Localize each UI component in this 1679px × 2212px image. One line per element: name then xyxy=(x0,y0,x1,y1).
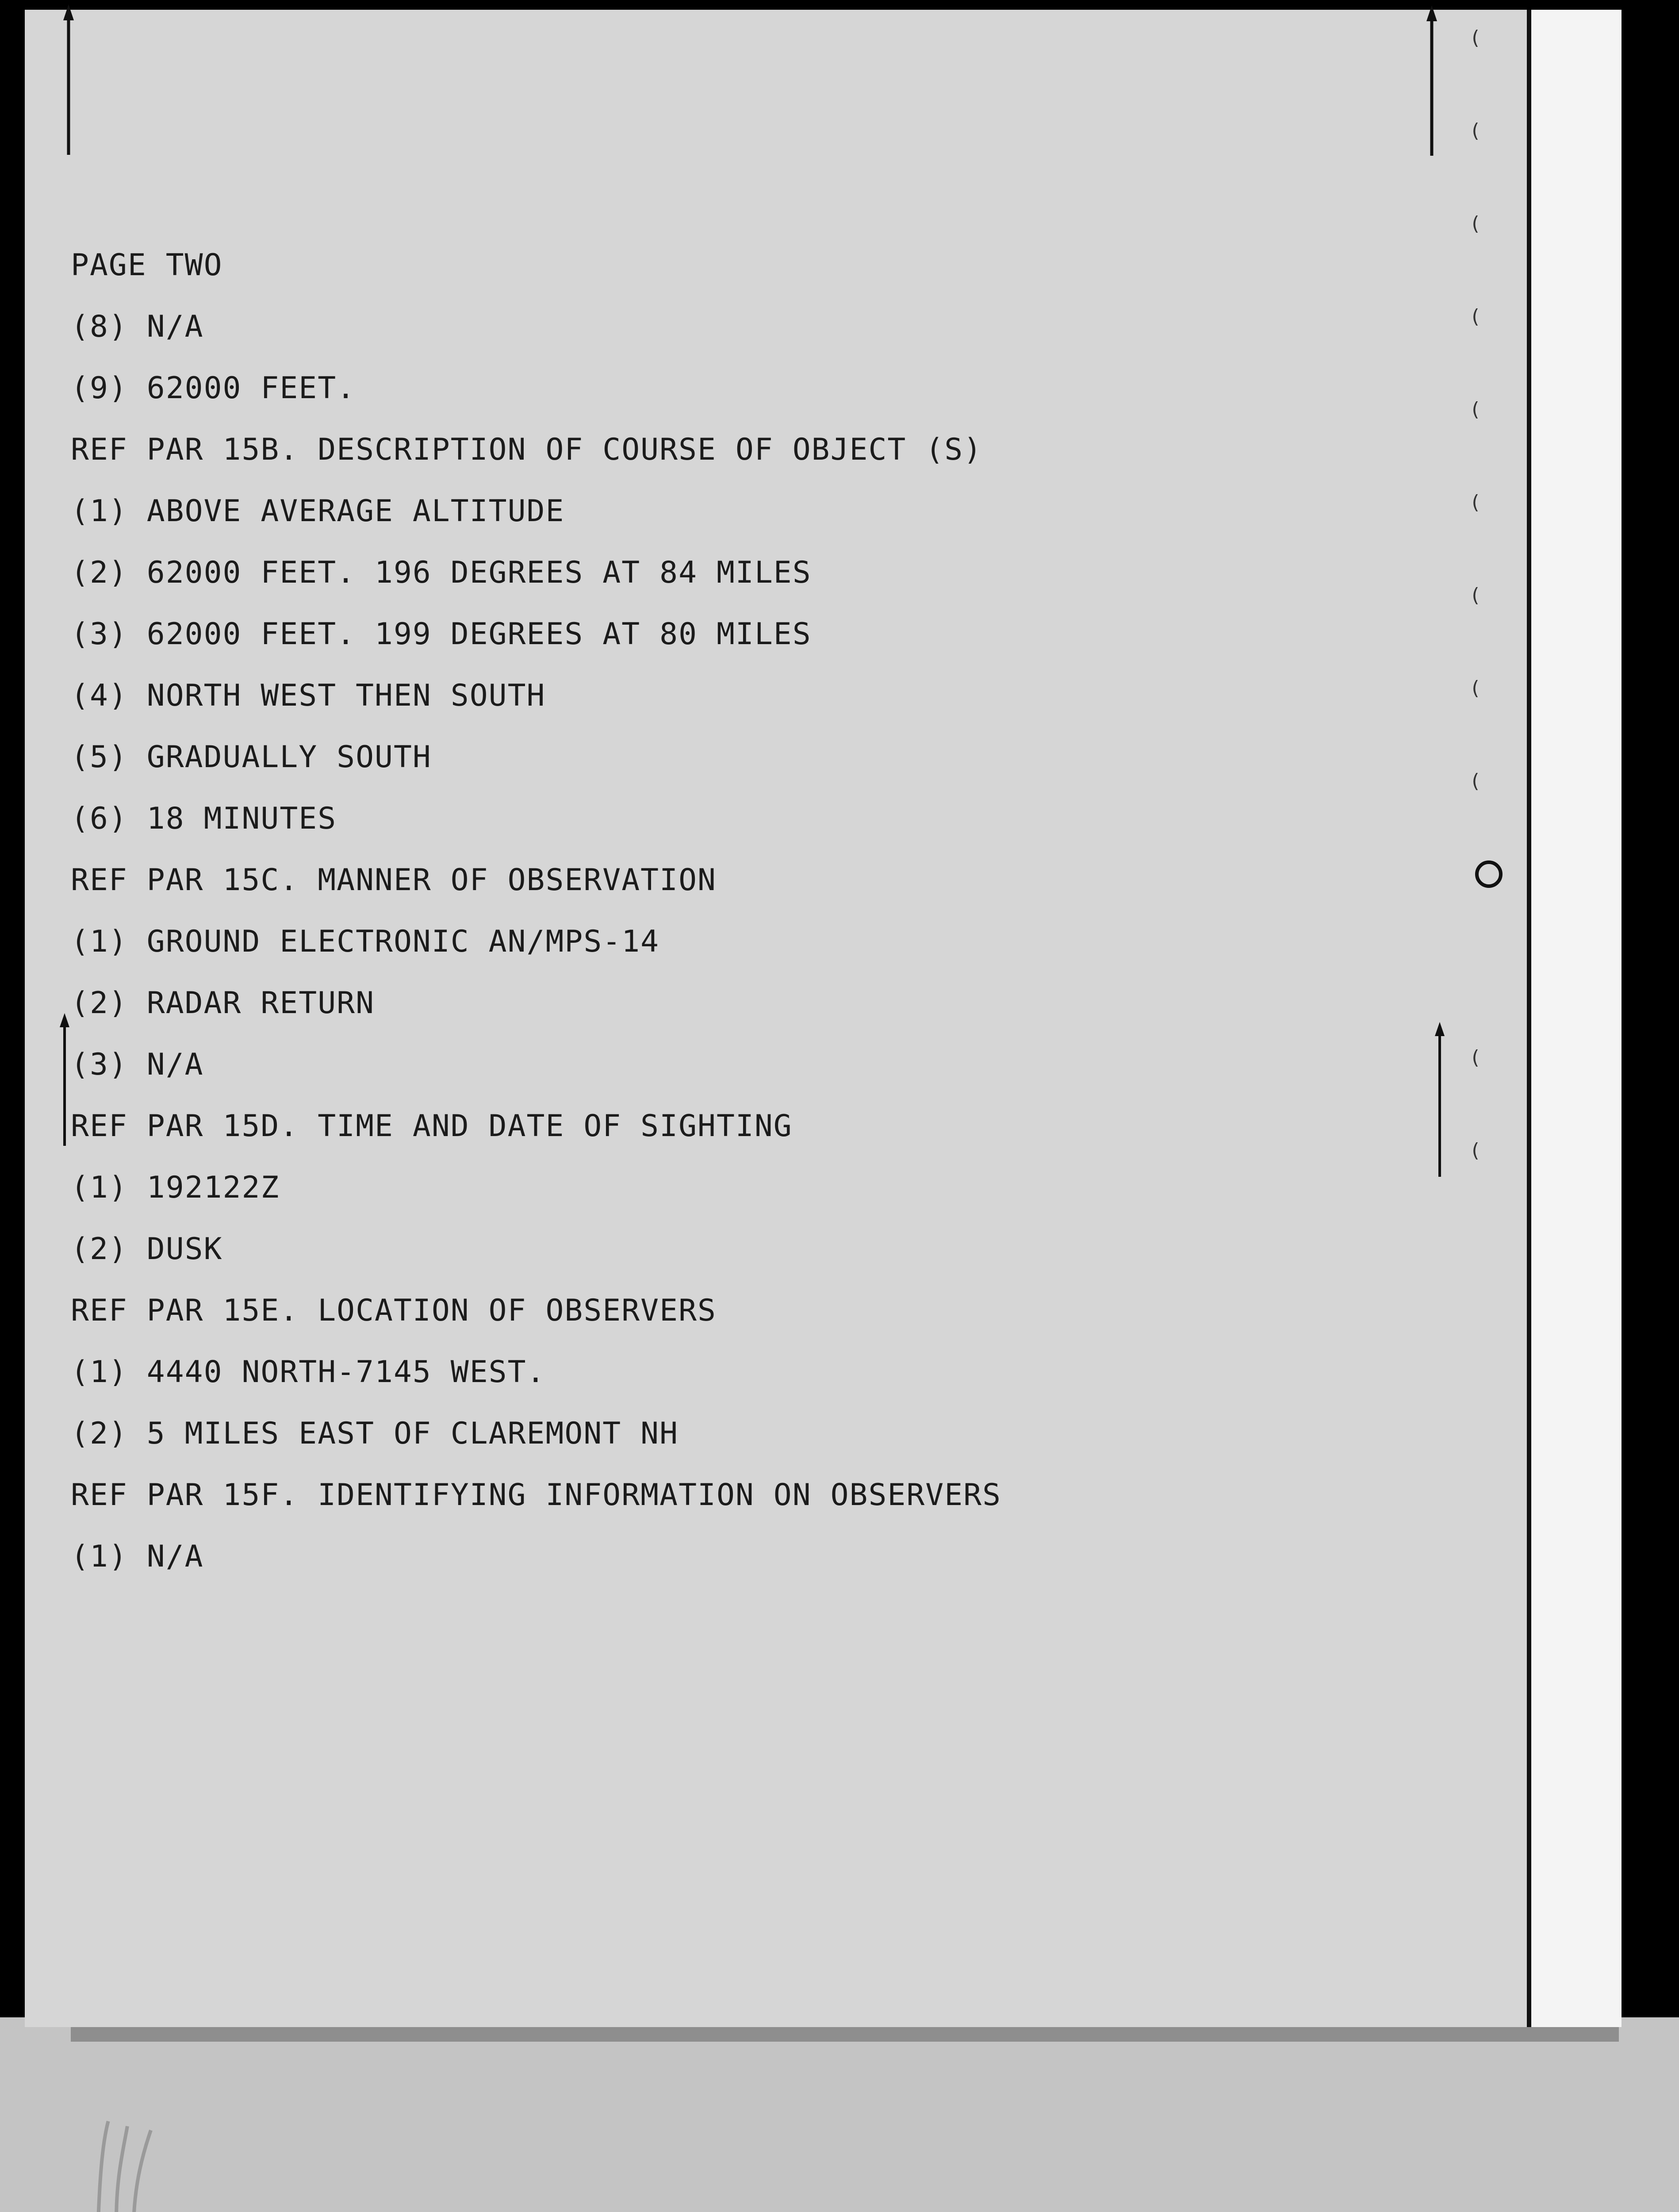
text-line: (2) 5 MILES EAST OF CLAREMONT NH xyxy=(71,1416,679,1451)
typed-message-body xyxy=(71,234,1001,1587)
text-line: (3) 62000 FEET. 199 DEGREES AT 80 MILES xyxy=(71,617,812,652)
section-heading: REF PAR 15F. IDENTIFYING INFORMATION ON OBSERVERS xyxy=(71,1478,1002,1513)
margin-tick-icon: ( xyxy=(1469,119,1481,142)
page-heading: PAGE TWO xyxy=(71,248,223,283)
top-right-arrow-icon xyxy=(1425,5,1438,156)
margin-tick-icon: ( xyxy=(1469,27,1481,49)
text-line: (1) N/A xyxy=(71,1539,204,1574)
text-line: (1) 192122Z xyxy=(71,1170,280,1205)
right-section-arrow-icon xyxy=(1434,1022,1445,1177)
text-line: (6) 18 MINUTES xyxy=(71,801,337,836)
margin-tick-icon: ( xyxy=(1469,584,1481,607)
margin-tick-icon: ( xyxy=(1469,305,1481,328)
section-heading: REF PAR 15E. LOCATION OF OBSERVERS xyxy=(71,1293,717,1328)
text-line: (5) GRADUALLY SOUTH xyxy=(71,740,432,775)
background-surface xyxy=(0,2017,1679,2212)
text-line: (3) N/A xyxy=(71,1047,204,1082)
section-heading: REF PAR 15C. MANNER OF OBSERVATION xyxy=(71,863,717,898)
text-line: (2) 62000 FEET. 196 DEGREES AT 84 MILES xyxy=(71,555,812,590)
text-line: (2) DUSK xyxy=(71,1232,223,1267)
text-line: (1) 4440 NORTH-7145 WEST. xyxy=(71,1355,546,1390)
text-line: (1) ABOVE AVERAGE ALTITUDE xyxy=(71,494,565,529)
section-heading: REF PAR 15D. TIME AND DATE OF SIGHTING xyxy=(71,1109,793,1144)
right-margin-rule xyxy=(1527,10,1531,2027)
top-left-arrow-icon xyxy=(62,4,75,155)
section-heading: REF PAR 15B. DESCRIPTION OF COURSE OF OBJECT (S) xyxy=(71,432,983,467)
text-line: (4) NORTH WEST THEN SOUTH xyxy=(71,678,546,713)
text-line: (2) RADAR RETURN xyxy=(71,986,375,1021)
text-line: (9) 62000 FEET. xyxy=(71,371,356,406)
margin-tick-icon: ( xyxy=(1469,491,1481,514)
margin-tick-icon: ( xyxy=(1469,770,1481,792)
text-line: (8) N/A xyxy=(71,309,204,344)
margin-tick-icon: ( xyxy=(1469,1139,1481,1162)
margin-tick-icon: ( xyxy=(1469,212,1481,235)
text-line: (1) GROUND ELECTRONIC AN/MPS-14 xyxy=(71,924,660,959)
margin-tick-icon: ( xyxy=(1469,677,1481,699)
margin-tick-icon: ( xyxy=(1469,398,1481,421)
margin-tick-icon: ( xyxy=(1469,1046,1481,1069)
left-section-arrow-icon xyxy=(59,1013,70,1146)
right-margin xyxy=(1531,10,1622,2027)
punch-hole-icon xyxy=(1475,860,1503,888)
